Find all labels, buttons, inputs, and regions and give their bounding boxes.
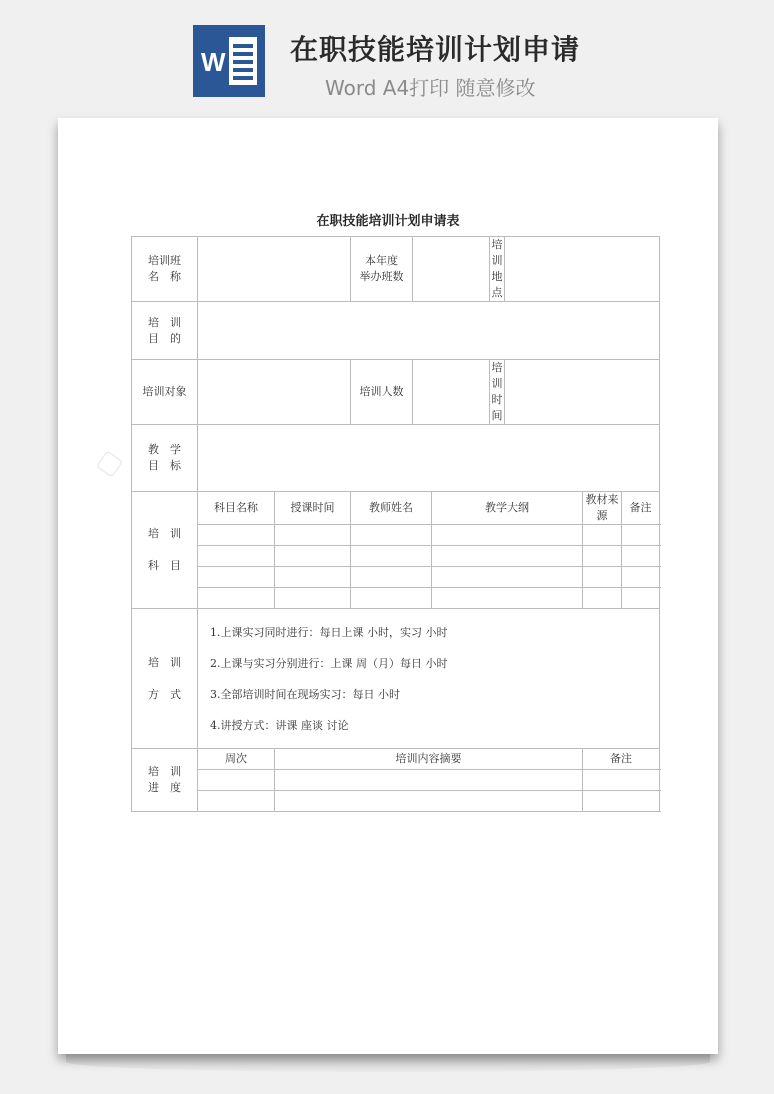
subject-cell[interactable]	[432, 567, 583, 588]
method-option: 2.上课与实习分别进行：上课 周（月）每日 小时	[210, 656, 448, 670]
time-label: 培训时间	[490, 360, 505, 425]
subject-cell[interactable]	[622, 546, 660, 567]
subject-cell[interactable]	[583, 525, 622, 546]
method-options	[198, 609, 660, 749]
method-label: 培 训 方 式	[132, 609, 198, 749]
location-label: 培 训 地 点	[490, 237, 505, 302]
target-field[interactable]	[198, 360, 351, 425]
subjects-label: 培 训 科 目	[132, 492, 198, 609]
subject-cell[interactable]	[583, 567, 622, 588]
subject-cell[interactable]	[198, 546, 275, 567]
method-option: 3.全部培训时间在现场实习：每日 小时	[210, 687, 400, 701]
count-field[interactable]	[413, 360, 490, 425]
page-title: 在职技能培训计划申请	[290, 33, 581, 66]
annual-classes-label: 本年度 举办班数	[351, 237, 413, 302]
subject-cell[interactable]	[622, 525, 660, 546]
word-icon-letter: W	[201, 47, 226, 77]
page-subtitle: Word A4打印 随意修改	[325, 76, 536, 100]
progress-header: 备注	[583, 749, 660, 770]
subject-header: 授课时间	[275, 492, 351, 525]
subject-cell[interactable]	[622, 567, 660, 588]
teaching-goal-label: 教 学 目 标	[132, 425, 198, 492]
teaching-goal-field[interactable]	[198, 425, 660, 492]
subject-cell[interactable]	[432, 588, 583, 609]
subject-header: 教师姓名	[351, 492, 432, 525]
progress-cell[interactable]	[275, 791, 583, 812]
annual-classes-field[interactable]	[413, 237, 490, 302]
paper-shadow	[66, 1052, 710, 1072]
purpose-field[interactable]	[198, 302, 660, 360]
subject-cell[interactable]	[275, 546, 351, 567]
method-option: 4.讲授方式：讲课 座谈 讨论	[210, 718, 349, 732]
subject-header: 科目名称	[198, 492, 275, 525]
subject-cell[interactable]	[275, 567, 351, 588]
progress-cell[interactable]	[198, 791, 275, 812]
subject-cell[interactable]	[351, 588, 432, 609]
subject-cell[interactable]	[275, 588, 351, 609]
application-form	[131, 236, 660, 812]
word-icon	[193, 25, 265, 97]
header	[0, 0, 774, 115]
subject-cell[interactable]	[351, 567, 432, 588]
method-option: 1.上课实习同时进行：每日上课 小时，实习 小时	[210, 625, 448, 639]
count-label: 培训人数	[351, 360, 413, 425]
subject-cell[interactable]	[351, 546, 432, 567]
class-name-label: 培训班 名 称	[132, 237, 198, 302]
document-page	[58, 118, 718, 1054]
subject-cell[interactable]	[351, 525, 432, 546]
subject-cell[interactable]	[275, 525, 351, 546]
target-label: 培训对象	[132, 360, 198, 425]
subject-cell[interactable]	[583, 588, 622, 609]
subject-cell[interactable]	[198, 588, 275, 609]
subject-header: 教材来源	[583, 492, 622, 525]
progress-cell[interactable]	[583, 770, 660, 791]
location-field[interactable]	[505, 237, 660, 302]
progress-header: 培训内容摘要	[275, 749, 583, 770]
subject-header: 教学大纲	[432, 492, 583, 525]
watermark: ▢	[91, 443, 129, 483]
progress-cell[interactable]	[583, 791, 660, 812]
subject-cell[interactable]	[198, 525, 275, 546]
document-title: 在职技能培训计划申请表	[316, 214, 460, 229]
progress-cell[interactable]	[275, 770, 583, 791]
subject-cell[interactable]	[622, 588, 660, 609]
subject-cell[interactable]	[432, 546, 583, 567]
subject-cell[interactable]	[583, 546, 622, 567]
progress-header: 周次	[198, 749, 275, 770]
time-field[interactable]	[505, 360, 660, 425]
purpose-label: 培 训 目 的	[132, 302, 198, 360]
subject-header: 备注	[622, 492, 660, 525]
progress-cell[interactable]	[198, 770, 275, 791]
class-name-field[interactable]	[198, 237, 351, 302]
subject-cell[interactable]	[432, 525, 583, 546]
subject-cell[interactable]	[198, 567, 275, 588]
progress-label: 培 训 进 度	[132, 749, 198, 812]
